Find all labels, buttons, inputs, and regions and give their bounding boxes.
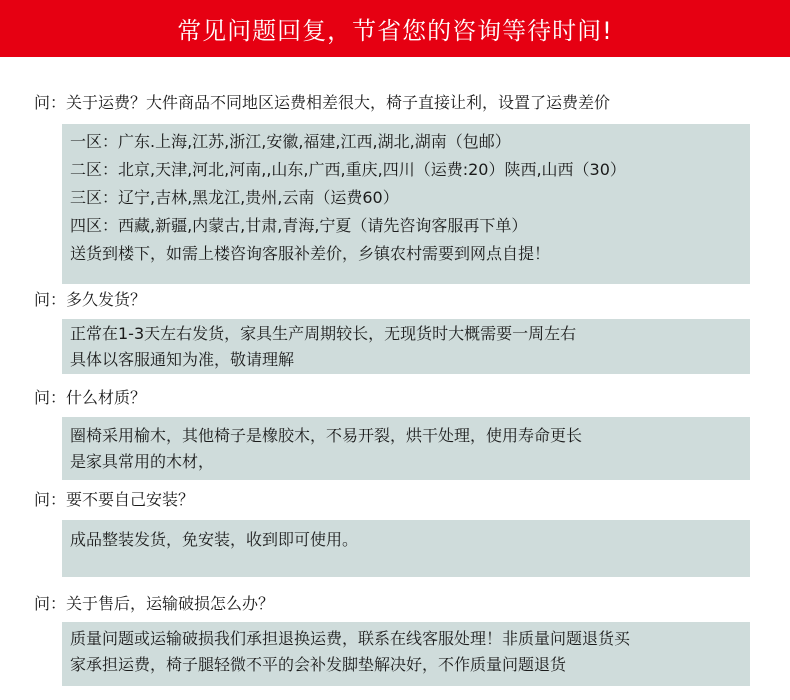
faq-question-after-sales: 问：关于售后，运输破损怎么办？ xyxy=(34,594,275,613)
faq-question-installation: 问：要不要自己安装？ xyxy=(34,490,195,509)
faq-question-material: 问：什么材质？ xyxy=(34,388,147,407)
faq-answer-shipping-fee xyxy=(62,124,750,284)
answer-line: 正常在1-3天左右发货，家具生产周期较长，无现货时大概需要一周左右 xyxy=(70,324,577,343)
page-title: 常见问题回复，节省您的咨询等待时间! xyxy=(177,17,613,45)
faq-answer-delivery-time xyxy=(62,319,750,374)
header-banner xyxy=(0,0,790,57)
answer-line: 成品整装发货，免安装，收到即可使用。 xyxy=(70,530,359,549)
answer-line: 三区：辽宁,吉林,黑龙江,贵州,云南（运费60） xyxy=(70,188,399,207)
answer-line: 一区：广东.上海,江苏,浙江,安徽,福建,江西,湖北,湖南（包邮） xyxy=(70,132,511,151)
faq-answer-installation xyxy=(62,520,750,577)
answer-line: 圈椅采用榆木，其他椅子是橡胶木，不易开裂，烘干处理，使用寿命更长 xyxy=(70,426,583,445)
faq-answer-after-sales xyxy=(62,622,750,686)
answer-line: 质量问题或运输破损我们承担退换运费，联系在线客服处理！非质量问题退货买 xyxy=(70,629,631,648)
faq-question-shipping-fee: 问：关于运费？大件商品不同地区运费相差很大，椅子直接让利，设置了运费差价 xyxy=(34,93,611,112)
answer-line: 是家具常用的木材， xyxy=(70,452,215,471)
faq-answer-material xyxy=(62,417,750,480)
faq-question-delivery-time: 问：多久发货？ xyxy=(34,290,147,309)
answer-line: 具体以客服通知为准，敬请理解 xyxy=(70,350,295,369)
answer-line: 家承担运费，椅子腿轻微不平的会补发脚垫解决好，不作质量问题退货 xyxy=(70,655,567,674)
answer-line: 四区：西藏,新疆,内蒙古,甘肃,青海,宁夏（请先咨询客服再下单） xyxy=(70,216,528,235)
answer-line: 二区：北京,天津,河北,河南,,山东,广西,重庆,四川（运费:20）陕西,山西（30） xyxy=(70,160,626,179)
answer-line: 送货到楼下，如需上楼咨询客服补差价，乡镇农村需要到网点自提！ xyxy=(70,244,551,263)
